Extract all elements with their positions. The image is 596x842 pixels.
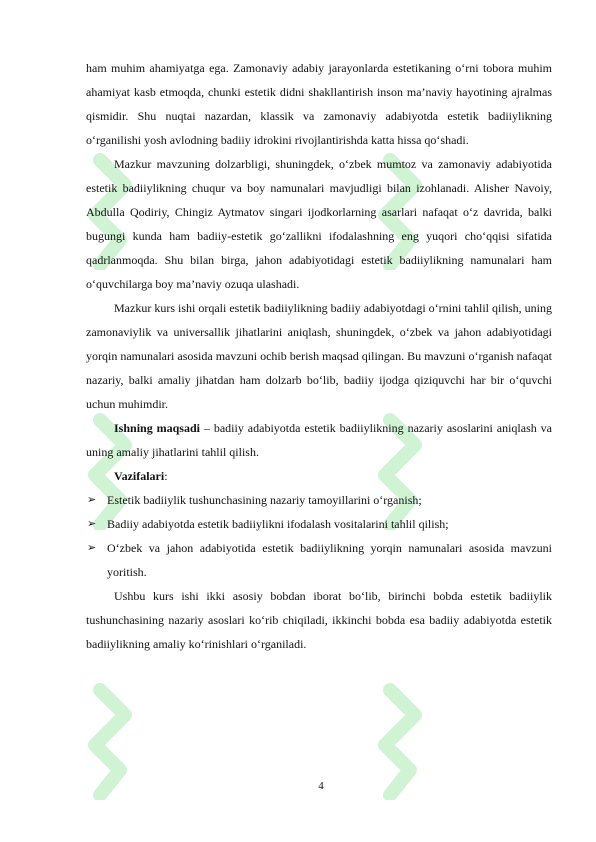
task-text: Badiiy adabiyotda estetik badiiylikni ifodalash vositalarini tahlil qilish; <box>107 517 449 531</box>
tasks-colon: : <box>164 469 168 483</box>
arrow-bullet-icon: ➢ <box>87 541 97 554</box>
task-text: O‘zbek va jahon adabiyotida estetik badiiylikning yorqin namunalari asosida mavzuni yoritish. <box>107 541 552 579</box>
tasks-list <box>86 488 552 584</box>
list-item <box>86 488 552 512</box>
tasks-label: Vazifalari <box>114 469 165 483</box>
list-item <box>86 536 552 584</box>
tasks-heading <box>86 464 552 488</box>
task-text: Estetik badiiylik tushunchasining nazariy tamoyillarini o‘rganish; <box>107 493 422 507</box>
paragraph-intro-continued: ham muhim ahamiyatga ega. Zamonaviy adabiy jarayonlarda estetikaning o‘rni tobora muhim ahamiyat kasb etmoqda, chunki estetik didni shakllantirish inson ma’naviy hayotining ajralmas qismidir. Shu nuqtai nazardan, klassik va zamonaviy adabiyotda estetik badiiylikning o‘rganilishi yosh avlodning badiiy idrokini rivojlantirishda katta hissa qo‘shadi. <box>86 61 552 147</box>
paragraph-structure: Ushbu kurs ishi ikki asosiy bobdan iborat bo‘lib, birinchi bobda estetik badiiylik tushunchasining nazariy asoslari ko‘rib chiqiladi, ikkinchi bobda esa badiiy adabiyotda estetik badiiylikning amaliy ko‘rinishlari o‘rganiladi. <box>86 589 552 651</box>
list-item <box>86 512 552 536</box>
paragraph-goal <box>86 416 552 464</box>
paragraph-purpose: Mazkur kurs ishi orqali estetik badiiylikning badiiy adabiyotdagi o‘rnini tahlil qilish, uning zamonaviylik va universallik jihatlarini aniqlash, shuningdek, o‘zbek va jahon adabiyotidagi yorqin namunalari asosida mavzuni ochib berish maqsad qilingan. Bu mavzuni o‘rganish nafaqat nazariy, balki amaliy jihatdan ham dolzarb bo‘lib, badiiy ijodga qiziquvchi har bir o‘quvchi uchun muhimdir. <box>86 301 552 411</box>
goal-text: – badiiy adabiyotda estetik badiiylikning nazariy asoslarini aniqlash va uning amaliy jihatlarini tahlil qilish. <box>86 421 552 459</box>
document-body <box>86 56 552 656</box>
arrow-bullet-icon: ➢ <box>87 493 97 506</box>
arrow-bullet-icon: ➢ <box>87 517 97 530</box>
goal-label: Ishning maqsadi <box>114 421 200 435</box>
paragraph-relevance: Mazkur mavzuning dolzarbligi, shuningdek, o‘zbek mumtoz va zamonaviy adabiyotida estetik badiiylikning chuqur va boy namunalari mavjudligi bilan izohlanadi. Alisher Navoiy, Abdulla Qodiriy, Chingiz Aytmatov singari ijodkorlarning asarlari nafaqat o‘z davrida, balki bugungi kunda ham badiiy-estetik go‘zallikni ifodalashning eng yuqori cho‘qqisi sifatida qadrlanmoqda. Shu bilan birga, jahon adabiyotidagi estetik badiiylikning namunalari ham o‘quvchilarga boy ma’naviy ozuqa ulashadi. <box>86 157 552 291</box>
page-number: 4 <box>318 780 324 792</box>
